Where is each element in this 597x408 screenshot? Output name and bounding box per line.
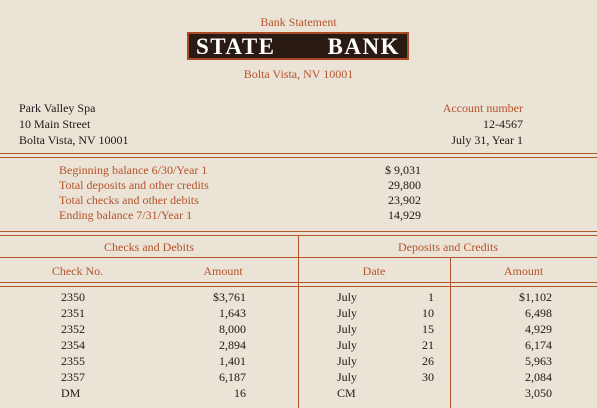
check-amount: $3,761 bbox=[213, 290, 246, 304]
customer-name: Park Valley Spa bbox=[19, 101, 96, 115]
summary-value: $ 9,031 bbox=[385, 163, 421, 177]
checks-section-title: Checks and Debits bbox=[104, 240, 194, 254]
customer-street: 10 Main Street bbox=[19, 117, 91, 131]
deposit-amount: 2,084 bbox=[525, 370, 552, 384]
summary-label: Total deposits and other credits bbox=[59, 178, 209, 192]
customer-address bbox=[19, 101, 129, 149]
check-number: 2350 bbox=[61, 290, 85, 304]
check-number: 2355 bbox=[61, 354, 85, 368]
bank-logo-word-2: BANK bbox=[327, 34, 400, 59]
deposit-amount: 3,050 bbox=[525, 386, 552, 400]
statement-title: Bank Statement bbox=[260, 15, 337, 29]
check-number: 2354 bbox=[61, 338, 85, 352]
column-divider bbox=[450, 258, 451, 408]
bank-logo-word-1: STATE bbox=[196, 34, 276, 59]
col-header-deposit-amount: Amount bbox=[503, 264, 544, 278]
deposit-day: 15 bbox=[422, 322, 434, 336]
col-header-check-no: Check No. bbox=[51, 264, 104, 278]
column-divider bbox=[298, 236, 299, 408]
summary-label: Beginning balance 6/30/Year 1 bbox=[59, 163, 208, 177]
check-number: 2352 bbox=[61, 322, 85, 336]
account-number-label: Account number bbox=[442, 101, 523, 115]
deposit-amount-column bbox=[490, 289, 552, 401]
deposits-section-title: Deposits and Credits bbox=[398, 240, 498, 254]
deposit-amount: 6,174 bbox=[525, 338, 552, 352]
deposit-day: 1 bbox=[428, 290, 434, 304]
deposit-amount: 4,929 bbox=[525, 322, 552, 336]
deposit-month: July bbox=[337, 306, 358, 320]
deposit-month: July bbox=[337, 354, 358, 368]
deposit-day: 26 bbox=[422, 354, 434, 368]
deposit-day: 30 bbox=[422, 370, 434, 384]
summary-value: 29,800 bbox=[388, 178, 421, 192]
check-number: 2357 bbox=[61, 370, 85, 384]
check-amount: 16 bbox=[234, 386, 246, 400]
summary-labels bbox=[59, 163, 209, 223]
deposit-month: July bbox=[337, 370, 358, 384]
deposit-month: CM bbox=[337, 386, 356, 400]
check-amount: 1,643 bbox=[219, 306, 246, 320]
check-number: DM bbox=[61, 386, 81, 400]
summary-value: 23,902 bbox=[388, 193, 421, 207]
check-amount: 8,000 bbox=[219, 322, 246, 336]
statement-date: July 31, Year 1 bbox=[451, 133, 523, 147]
summary-label: Ending balance 7/31/Year 1 bbox=[59, 208, 193, 222]
check-amount: 1,401 bbox=[219, 354, 246, 368]
deposit-amount: 5,963 bbox=[525, 354, 552, 368]
bank-address: Bolta Vista, NV 10001 bbox=[243, 67, 354, 81]
deposit-month: July bbox=[337, 338, 358, 352]
customer-city: Bolta Vista, NV 10001 bbox=[19, 133, 129, 147]
deposit-day bbox=[404, 385, 434, 401]
account-info bbox=[323, 101, 523, 149]
deposit-month-column bbox=[337, 289, 357, 401]
account-number: 12-4567 bbox=[483, 117, 523, 131]
deposit-day: 21 bbox=[422, 338, 434, 352]
deposit-day-column bbox=[404, 289, 434, 401]
summary-label: Total checks and other debits bbox=[59, 193, 199, 207]
check-amount-column bbox=[180, 289, 246, 401]
check-number: 2351 bbox=[61, 306, 85, 320]
check-amount: 6,187 bbox=[219, 370, 246, 384]
deposit-month: July bbox=[337, 322, 358, 336]
col-header-date: Date bbox=[362, 264, 386, 278]
deposit-amount: 6,498 bbox=[525, 306, 552, 320]
check-number-column bbox=[61, 289, 85, 401]
deposit-month: July bbox=[337, 290, 358, 304]
summary-value: 14,929 bbox=[388, 208, 421, 222]
deposit-amount: $1,102 bbox=[519, 290, 552, 304]
divider bbox=[0, 157, 597, 158]
deposit-day: 10 bbox=[422, 306, 434, 320]
summary-values bbox=[340, 163, 421, 223]
divider bbox=[0, 231, 597, 232]
col-header-check-amount: Amount bbox=[203, 264, 243, 278]
bank-logo bbox=[187, 32, 409, 60]
check-amount: 2,894 bbox=[219, 338, 246, 352]
divider bbox=[0, 153, 597, 154]
